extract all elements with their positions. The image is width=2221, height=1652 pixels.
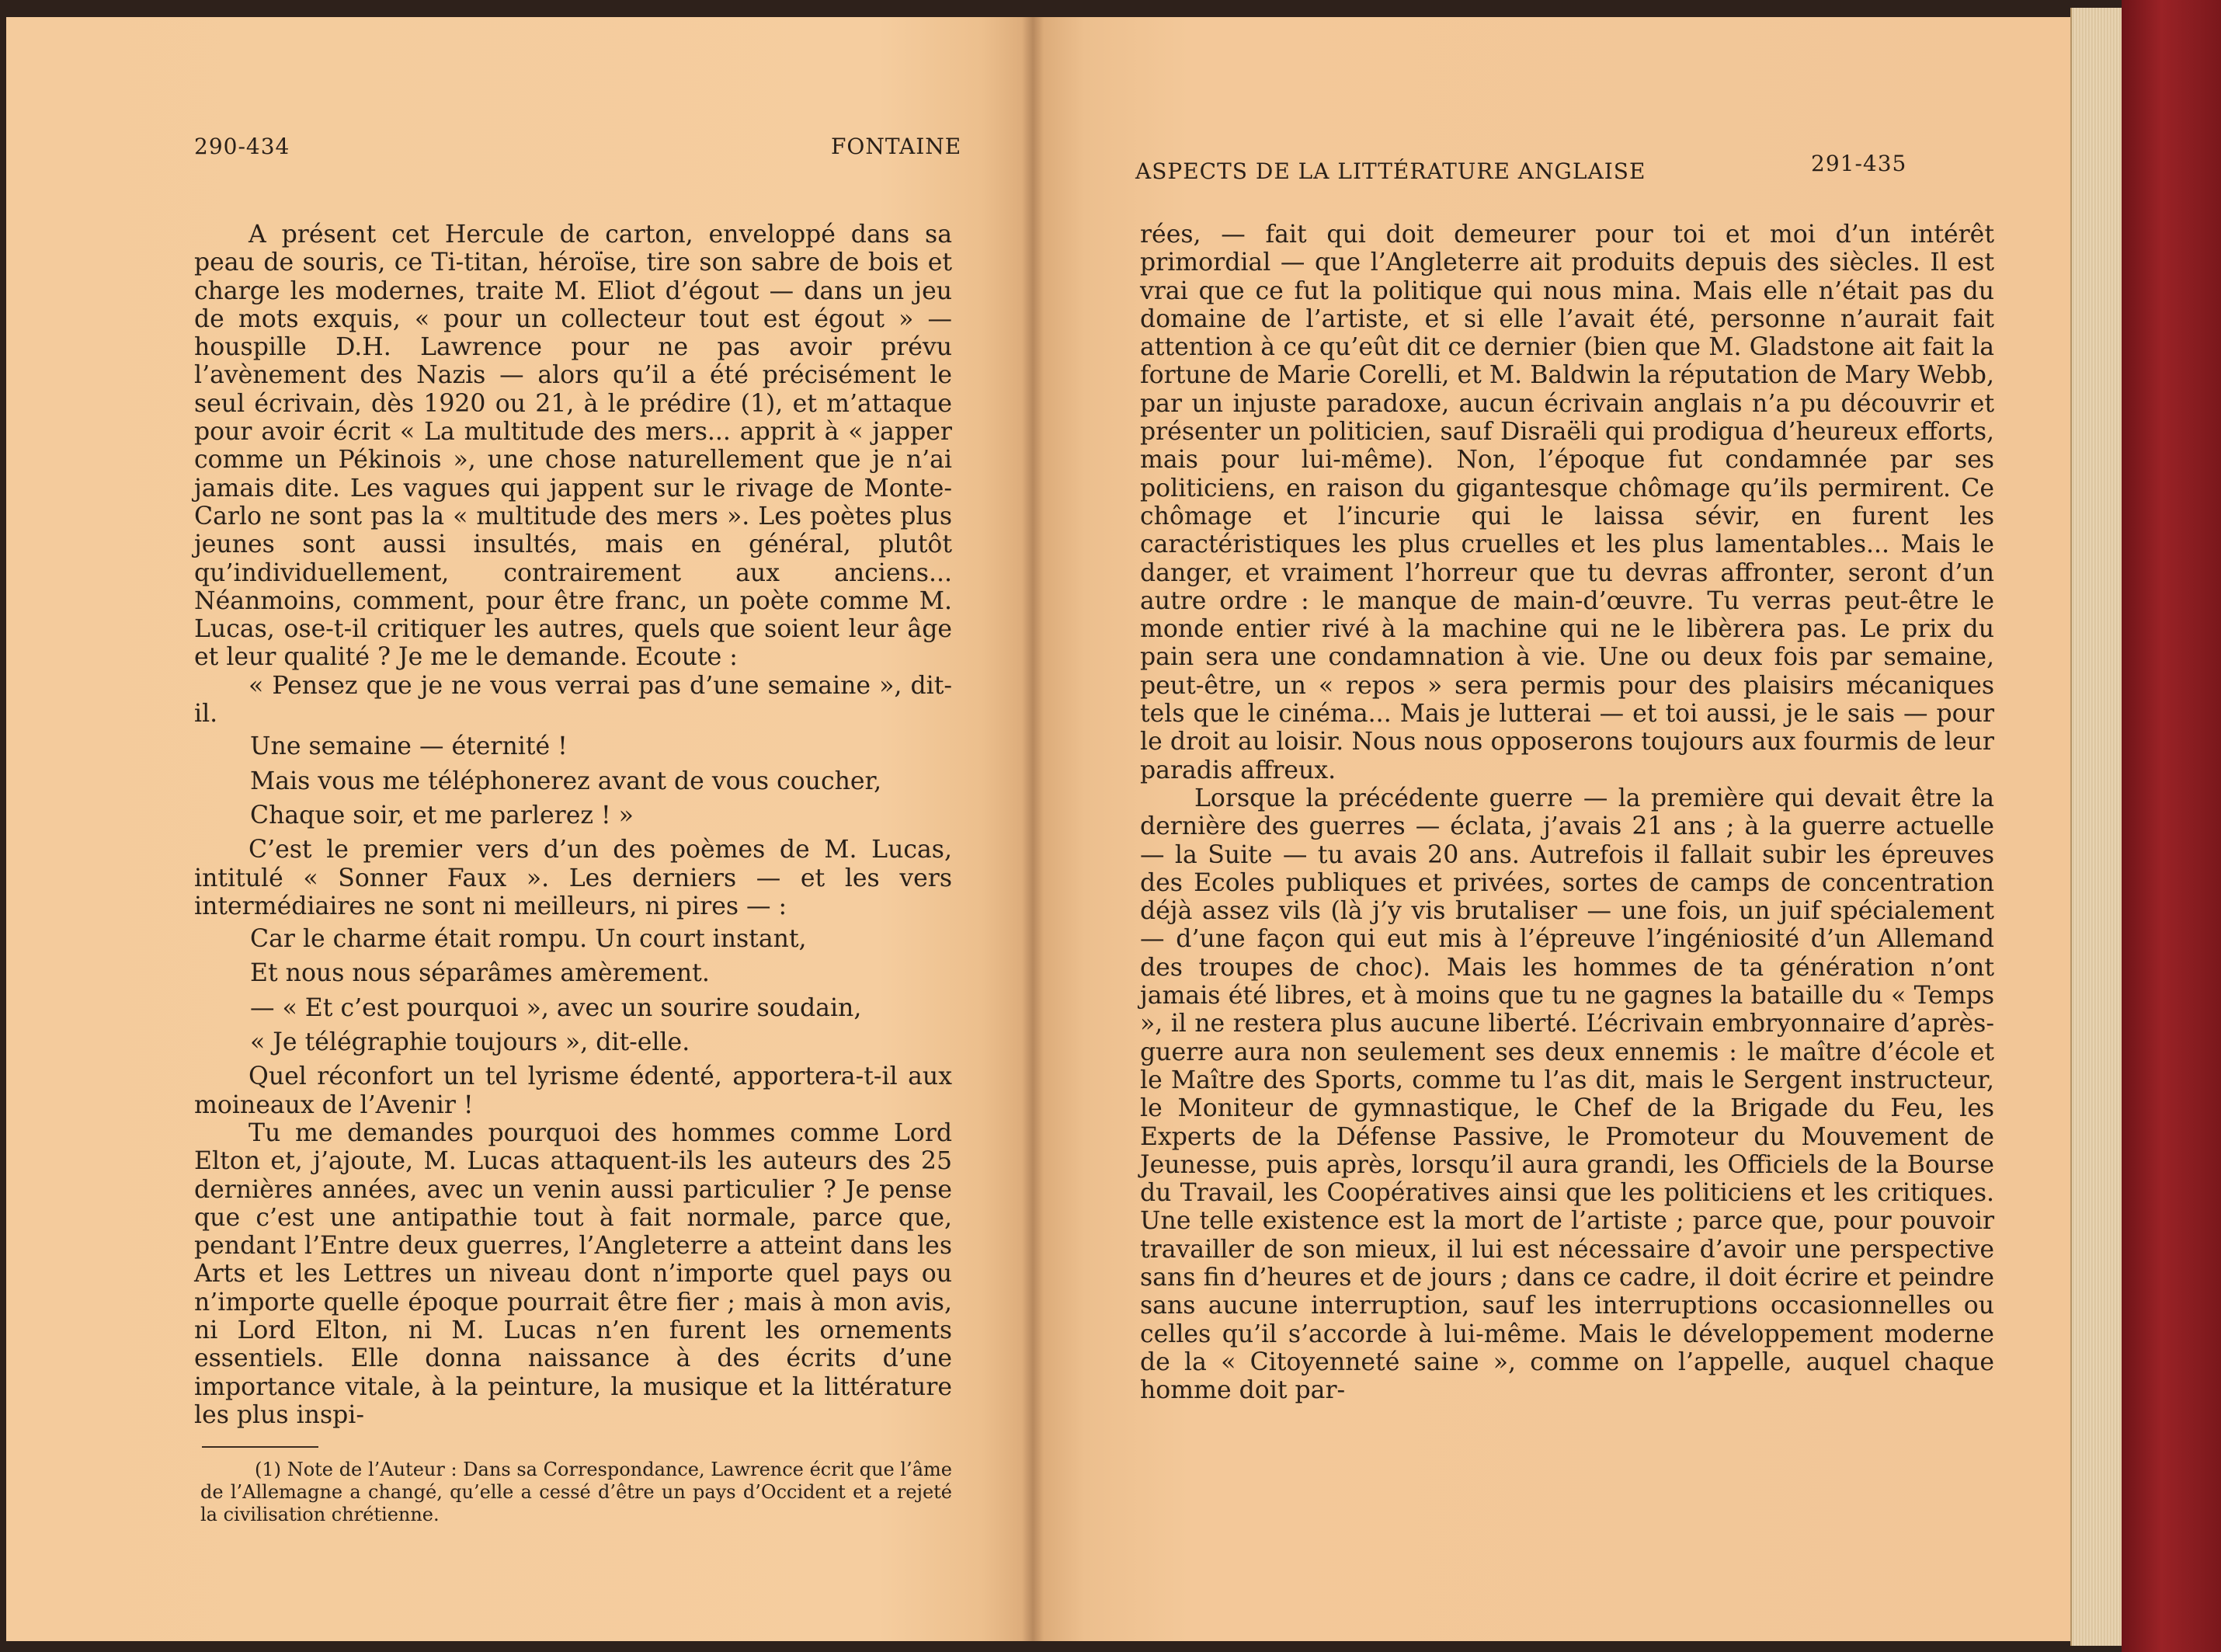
paragraph: « Pensez que je ne vous verrai pas d’une semaine », dit-il. [194, 671, 952, 729]
gutter-shadow [1022, 17, 1044, 1641]
left-running-head: FONTAINE [831, 134, 962, 159]
right-running-head: ASPECTS DE LA LITTÉRATURE ANGLAISE [1135, 158, 1646, 184]
paragraph: Lorsque la précédente guerre — la première qui devait être la dernière des guerres — éclata, j’avais 21 ans ; à la guerre actuelle — la Suite — tu avais 20 ans. Autrefois il fallait subir les épreuves des Ecoles publiques et privées, sortes de camps de concentration déjà assez vils (là j’y vis brutaliser — une fois, un juif spécialement — d’une façon qui eut mis à l’épreuve l’ingéniosité d’un Allemand des troupes de choc). Mais les hommes de ta génération n’ont jamais été libres, et à moins que tu ne gagnes la bataille du « Temps », il ne restera plus aucune liberté. L’écrivain embryonnaire d’après-guerre aura non seulement ses deux ennemis : le maître d’école et le Maître des Sports, comme tu l’as dit, mais le Sergent instructeur, le Moniteur de gymnastique, le Chef de la Brigade du Feu, les Experts de la Défense Passive, le Promoteur du Mouvement de Jeunesse, puis après, lorsqu’il aura grandi, les Officiels de la Bourse du Travail, les Coopératives ainsi que les politiciens et les critiques. Une telle existence est la mort de l’artiste ; parce que, pour pouvoir travailler de son mieux, il lui est nécessaire d’avoir une perspective sans fin d’heures et de jours ; dans ce cadre, il doit écrire et peindre sans aucune interruption, sauf les interruptions occasionnelles ou celles qu’il s’accorde à lui-même. Mais le développement moderne de la « Citoyenneté saine », comme on l’appelle, auquel chaque homme doit par- [1140, 784, 1994, 1405]
footnote-rule [202, 1446, 318, 1448]
verse-line: Chaque soir, et me parlerez ! » [250, 801, 634, 829]
verse-line: Et nous nous séparâmes amèrement. [250, 959, 710, 988]
paragraph: Quel réconfort un tel lyrisme édenté, apportera-t-il aux moineaux de l’Avenir ! [194, 1062, 952, 1119]
right-page-number: 291-435 [1811, 151, 1907, 176]
verse-line: Mais vous me téléphonerez avant de vous coucher, [250, 767, 882, 795]
right-body-text [1140, 221, 1994, 1404]
paragraph: rées, — fait qui doit demeurer pour toi et moi d’un intérêt primordial — que l’Angleterre ait produits depuis des siècles. Il est vrai que ce fut la politique qui nous mina. Mais elle n’était pas du domaine de l’artiste, et si elle l’avait été, personne n’aurait fait attention à ce qu’eût dit ce dernier (bien que M. Gladstone ait fait la fortune de Marie Corelli, et M. Baldwin la réputation de Mary Webb, par un injuste paradoxe, aucun écrivain anglais n’a pu découvrir et présenter un politicien, sauf Disraëli qui prodigua d’heureux efforts, mais pour lui-même). Non, l’époque fut condamnée par ses politiciens, en raison du gigantesque chômage qu’ils permirent. Ce chômage et l’incurie qui le laissa sévir, en furent les caractéristiques les plus cruelles et les plus lamentables... Mais le danger, et vraiment l’horreur que tu devras affronter, seront d’un autre ordre : le manque de main-d’œuvre. Tu verras peut-être le monde entier rivé à la machine qui ne le libèrera pas. Le prix du pain sera une condamnation à vie. Une ou deux fois par semaine, peut-être, un « repos » sera permis pour des plaisirs mécaniques tels que le cinéma... Mais je lutterai — et toi aussi, je le sais — pour le droit au loisir. Nous nous opposerons toujours aux fourmis de leur paradis affreux. [1140, 221, 1994, 784]
footnote [200, 1459, 952, 1526]
verse-line: Une semaine — éternité ! [250, 732, 568, 761]
right-page [1033, 17, 2070, 1641]
paragraph: A présent cet Hercule de carton, enveloppé dans sa peau de souris, ce Ti-titan, héroïse, tire son sabre de bois et charge les modernes, traite M. Eliot d’égout — dans un jeu de mots exquis, « pour un collecteur tout est égout » — houspille D.H. Lawrence pour ne pas avoir prévu l’avènement des Nazis — alors qu’il a été précisément le seul écrivain, dès 1920 ou 21, à le prédire (1), et m’attaque pour avoir écrit « La multitude des mers... apprit à « japper comme un Pékinois », une chose naturellement que je n’ai jamais dite. Les vagues qui jappent sur le rivage de Monte-Carlo ne sont pas la « multitude des mers ». Les poètes plus jeunes sont aussi insultés, mais en général, plutôt qu’individuellement, contrairement aux anciens... Néanmoins, comment, pour être franc, un poète comme M. Lucas, ose-t-il critiquer les autres, quels que soient leur âge et leur qualité ? Je me le demande. Ecoute : [194, 221, 952, 672]
paragraph: C’est le premier vers d’un des poèmes de M. Lucas, intitulé « Sonner Faux ». Les derniers — et les vers intermédiaires ne sont ni meilleurs, ni pires — : [194, 836, 952, 920]
left-body-text [194, 221, 952, 1429]
book-cover-edge [2122, 0, 2221, 1652]
left-page [6, 17, 1033, 1641]
left-page-number: 290-434 [194, 134, 290, 159]
verse-line: « Je télégraphie toujours », dit-elle. [250, 1028, 690, 1057]
verse-line: — « Et c’est pourquoi », avec un sourire soudain, [250, 993, 862, 1022]
paragraph: Tu me demandes pourquoi des hommes comme Lord Elton et, j’ajoute, M. Lucas attaquent-ils les auteurs des 25 dernières années, avec un venin aussi particulier ? Je pense que c’est une antipathie tout à fait normale, parce que, pendant l’Entre deux guerres, l’Angleterre a atteint dans les Arts et les Lettres un niveau dont n’importe quel pays ou n’importe quelle époque pourrait être fier ; mais à mon avis, ni Lord Elton, ni M. Lucas n’en furent les ornements essentiels. Elle donna naissance à des écrits d’une importance vitale, à la peinture, la musique et la littérature les plus inspi- [194, 1118, 952, 1429]
footnote-text: (1) Note de l’Auteur : Dans sa Correspondance, Lawrence écrit que l’âme de l’Allemagne a changé, qu’elle a cessé d’être un pays d’Occident et a rejeté la civilisation chrétienne. [200, 1459, 952, 1525]
verse-line: Car le charme était rompu. Un court instant, [250, 925, 807, 954]
page-edges [2070, 8, 2123, 1646]
